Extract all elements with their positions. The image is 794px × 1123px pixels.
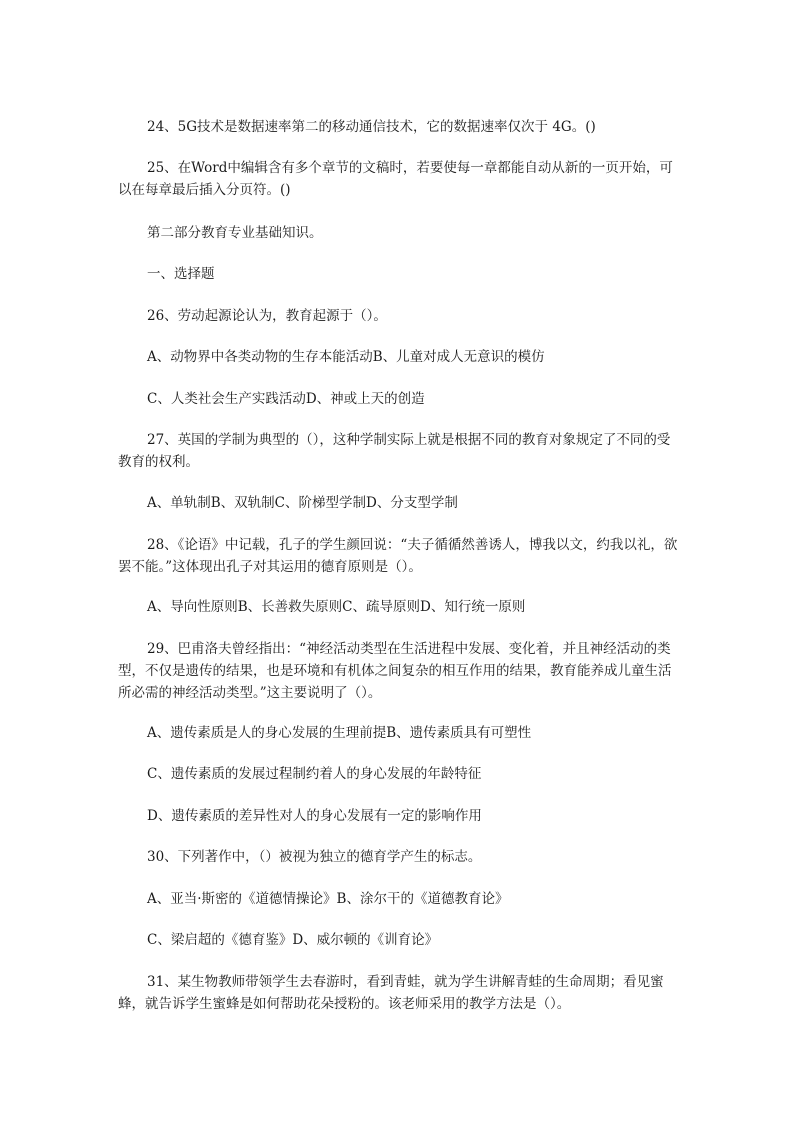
- question-29-option-d: D、遗传素质的差异性对人的身心发展有一定的影响作用: [147, 808, 482, 824]
- question-27-options: A、单轨制B、双轨制C、阶梯型学制D、分支型学制: [147, 495, 458, 511]
- question-30: 30、下列著作中，（）被视为独立的德育学产生的标志。: [147, 849, 482, 865]
- question-31: 31、某生物教师带领学生去春游时，看到青蛙，就为学生讲解青蛙的生命周期；看见蜜蜂，就告诉学生蜜蜂是如何帮助花朵授粉的。该老师采用的教学方法是（）。: [118, 974, 664, 1012]
- question-26-options-cd: C、人类社会生产实践活动D、神或上天的创造: [147, 391, 425, 407]
- question-24: 24、5G技术是数据速率第二的移动通信技术，它的数据速率仅次于 4G。(): [147, 119, 596, 135]
- question-30-options-cd: C、梁启超的《德育鉴》D、威尔顿的《训育论》: [147, 932, 439, 948]
- question-28: 28、《论语》中记载，孔子的学生颜回说：“夫子循循然善诱人，博我以文，约我以礼，欲罢不能。”这体现出孔子对其运用的德育原则是（）。: [118, 537, 678, 575]
- section-heading-part-two: 第二部分教育专业基础知识。: [147, 225, 323, 241]
- question-26-options-ab: A、动物界中各类动物的生存本能活动B、儿童对成人无意识的模仿: [147, 349, 545, 365]
- question-26: 26、劳动起源论认为，教育起源于（）。: [147, 308, 387, 324]
- question-29-options-ab: A、遗传素质是人的身心发展的生理前提B、遗传素质具有可塑性: [147, 725, 532, 741]
- section-heading-choice: 一、选择题: [147, 266, 215, 282]
- question-30-options-ab: A、亚当·斯密的《道德情操论》B、涂尔干的《道德教育论》: [147, 891, 509, 907]
- question-29-option-c: C、遗传素质的发展过程制约着人的身心发展的年龄特征: [147, 766, 482, 782]
- question-25: 25、在Word中编辑含有多个章节的文稿时，若要使每一章都能自动从新的一页开始，可以在每章最后插入分页符。(): [118, 160, 673, 198]
- question-28-options: A、导向性原则B、长善救失原则C、疏导原则D、知行统一原则: [147, 599, 526, 615]
- question-27: 27、英国的学制为典型的（），这种学制实际上就是根据不同的教育对象规定了不同的受教育的权利。: [118, 432, 671, 470]
- question-29: 29、巴甫洛夫曾经指出：“神经活动类型在生活进程中发展、变化着，并且神经活动的类型，不仅是遗传的结果，也是环境和有机体之间复杂的相互作用的结果，教育能养成儿童生活所必需的神经活动类型。”这主要说明了（）。: [118, 641, 672, 701]
